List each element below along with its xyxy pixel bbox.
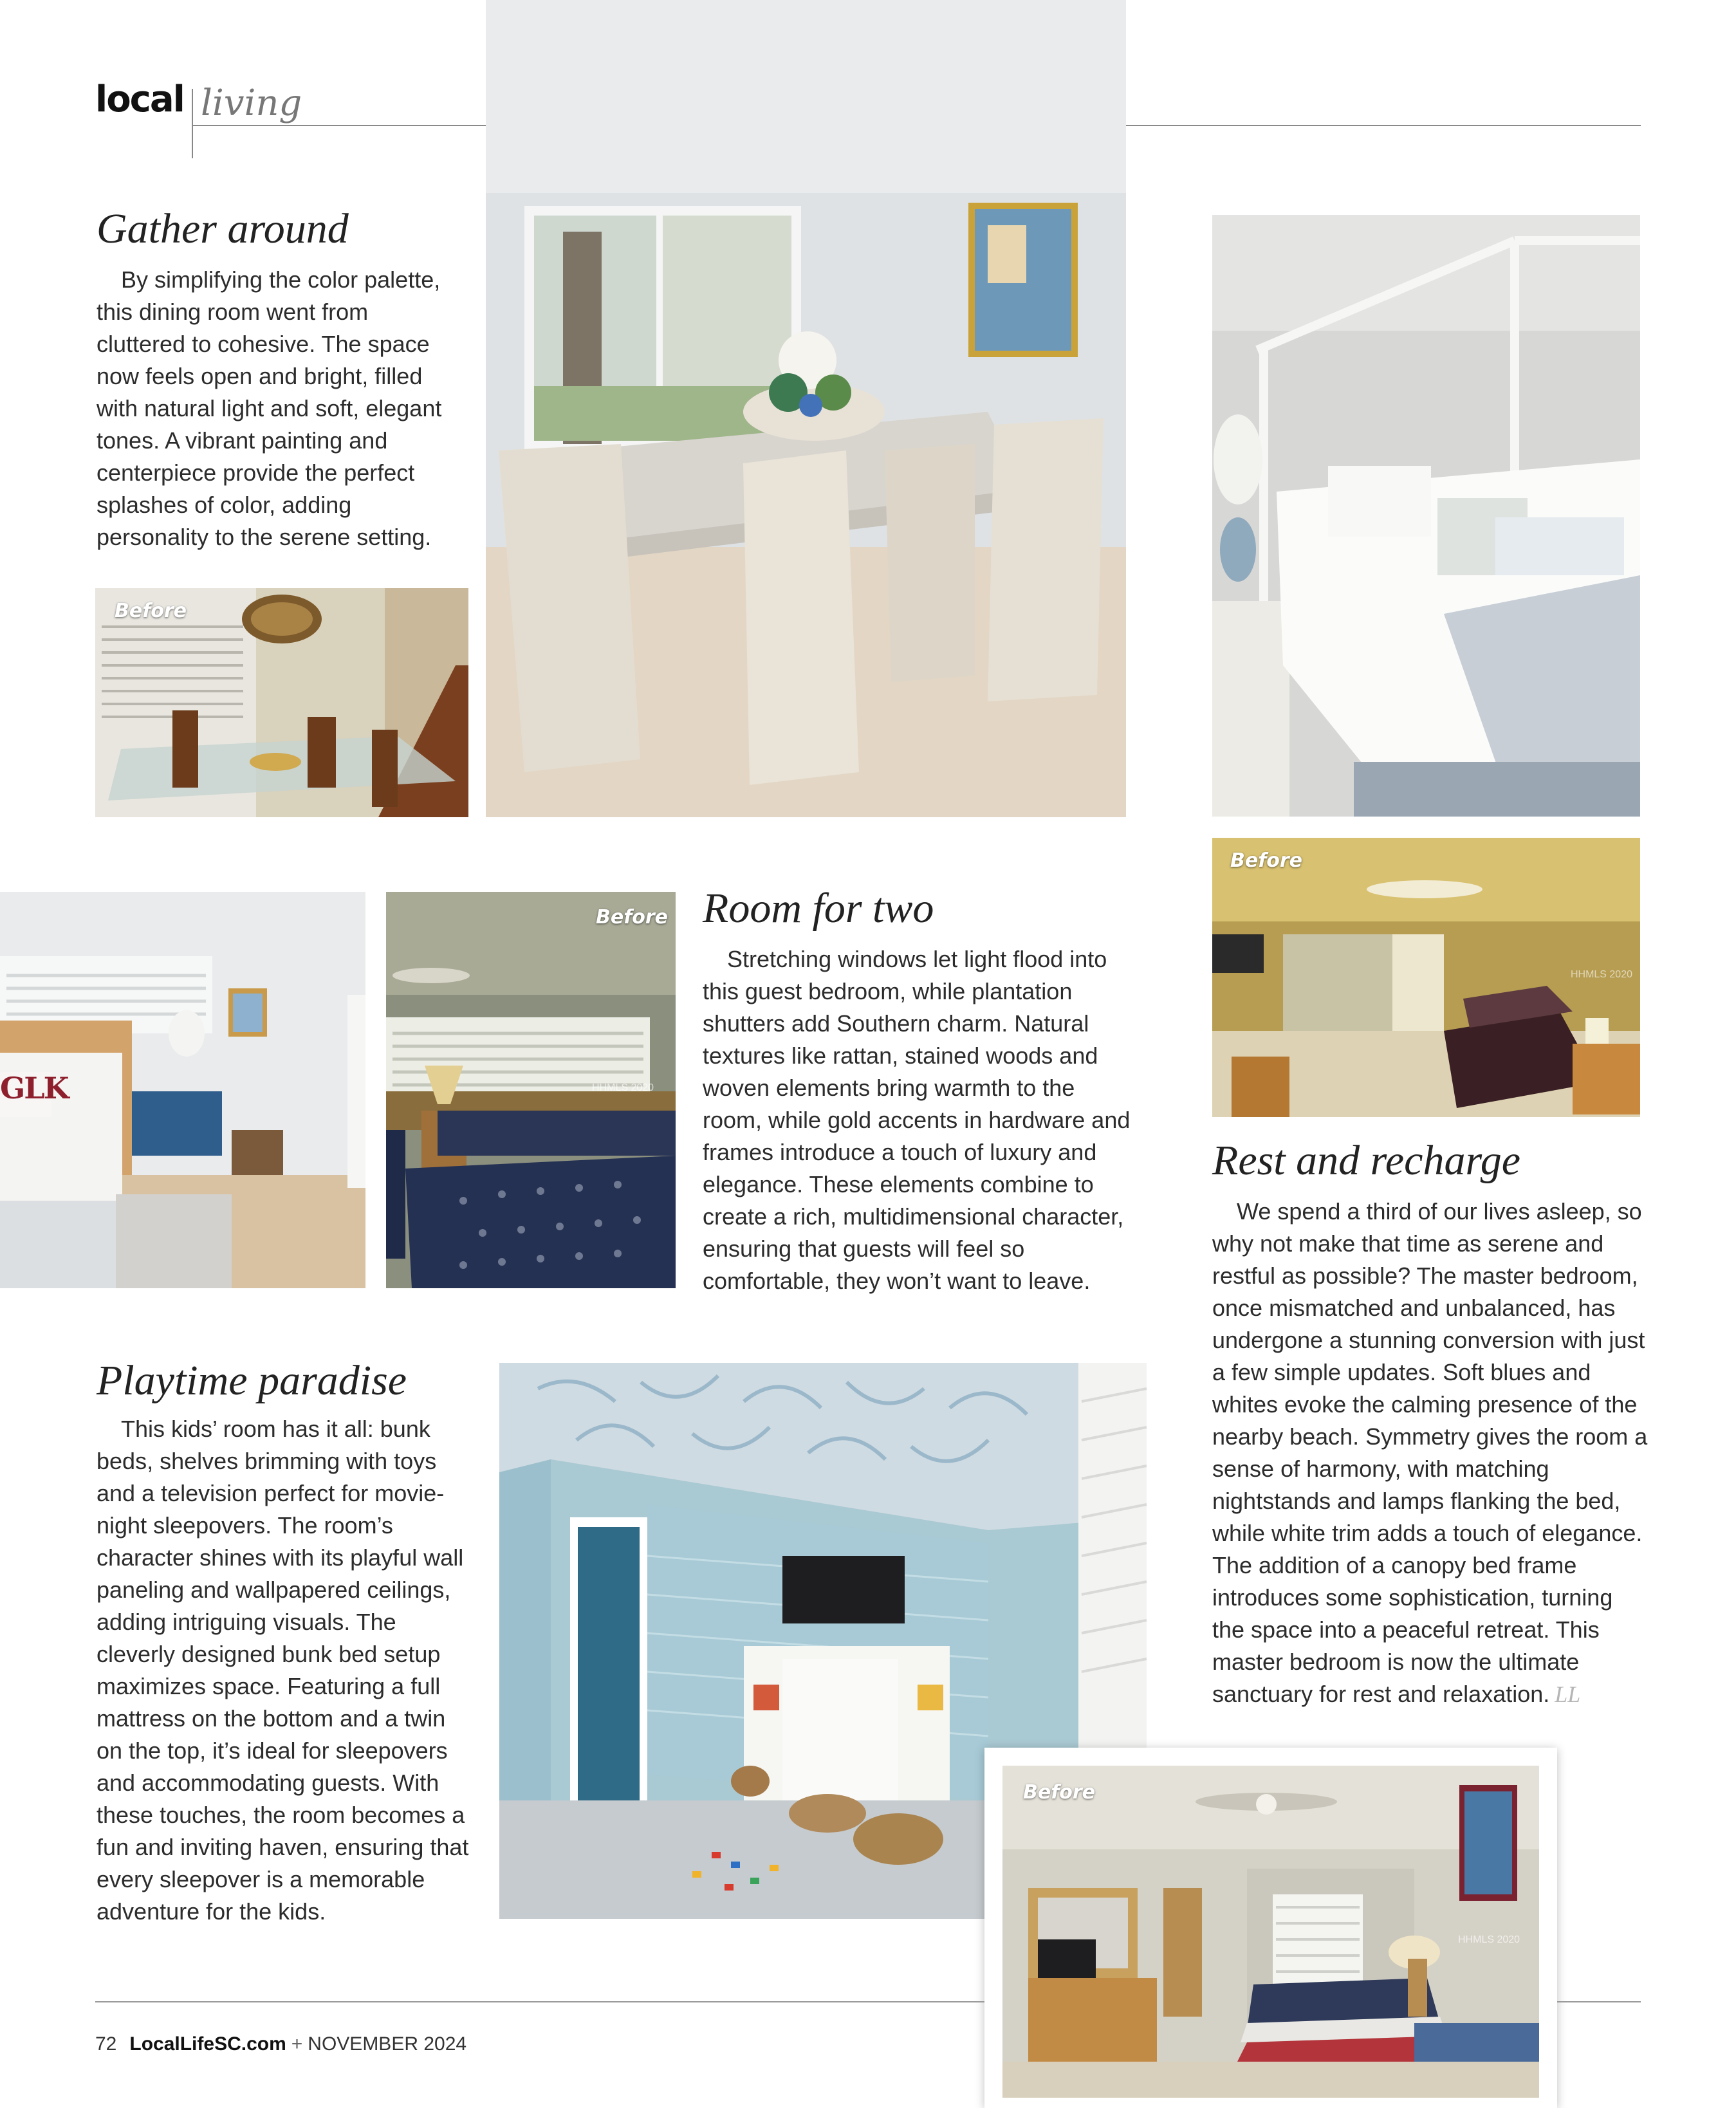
mls-watermark: HHMLS 2020 [1458,1934,1520,1945]
guest-before-photo [386,892,676,1288]
footer-rule-left [95,2001,984,2002]
master-before-photo [1212,838,1640,1117]
brand-divider [192,89,193,158]
rest-heading: Rest and recharge [1212,1137,1520,1184]
room-for-two-heading: Room for two [703,885,934,932]
brand-local-wordmark: local [95,79,184,120]
kids-before-photo [1002,1766,1539,2098]
mls-watermark: HHMLS 2020 [1570,969,1632,980]
footer-rule-right [1557,2001,1641,2002]
page-number: 72 [95,2033,117,2055]
page-footer [95,2033,466,2055]
before-tag: Before [115,600,187,622]
dining-before-photo [95,588,468,817]
gather-heading: Gather around [97,205,349,252]
playtime-heading: Playtime paradise [97,1357,407,1404]
mls-watermark: HHMLS 2020 [592,1082,654,1093]
brand-living-wordmark: living [201,82,302,124]
before-tag: Before [596,906,669,929]
header-rule-left [193,125,486,126]
issue-date: NOVEMBER 2024 [308,2033,467,2055]
header-rule-right [1126,125,1641,126]
master-bedroom-photo [1212,215,1640,817]
guest-bedroom-photo [0,892,365,1288]
rest-body [1212,1196,1650,1710]
before-tag: Before [1023,1781,1096,1804]
monogram-pillow: GLK [0,1071,68,1105]
gather-body: By simplifying the color palette, this dining room went from cluttered to cohesive. The space now feels open and bright, filled with natural light and soft, elegant tones. A vibrant painting and centerpiece provide the perfect splashes of color, adding personality to the serene setting. [97,266,442,550]
playtime-body: This kids’ room has it all: bunk beds, shelves brimming with toys and a television perfect for movie-night sleepovers. The room’s character shines with its playful wall paneling and wallpapered ceilings, adding intriguing visuals. The cleverly designed bunk bed setup maximizes space. Featuring a full mattress on the bottom and a twin on the top, it’s ideal for sleepovers and accommodating guests. With these touches, the room becomes a fun and inviting haven, ensuring that every sleepover is a memorable adventure for the kids. [97,1416,469,1925]
before-tag: Before [1230,849,1303,872]
room-for-two-body: Stretching windows let light flood into this guest bedroom, while plantation shutters add Southern charm. Natural textures like rattan, stained woods and woven elements bring warmth to the room, while gold accents in hardware and frames introduce a touch of luxury and elegance. These elements combine to create a rich, multidimensional character, ensuring that guests will feel so comfortable, they won’t want to leave. [703,946,1131,1294]
site-url: LocalLifeSC.com [129,2033,286,2055]
end-mark: LL [1555,1681,1581,1707]
dining-room-photo [486,0,1126,817]
rest-body-text: We spend a third of our lives asleep, so why not make that time as serene and restful as possible? The master bedroom, once mismatched and unbalanced, has undergone a stunning conversion with just a few simple updates. Soft blues and whites evoke the calming presence of the nearby beach. Symmetry gives the room a sense of harmony, with matching nightstands and lamps flanking the bed, while white trim adds a touch of elegance. The addition of a canopy bed frame introduces some sophistication, turning the space into a peaceful retreat. This master bedroom is now the ultimate sanctuary for rest and relaxation. [1212,1198,1648,1707]
footer-separator: + [291,2033,303,2055]
